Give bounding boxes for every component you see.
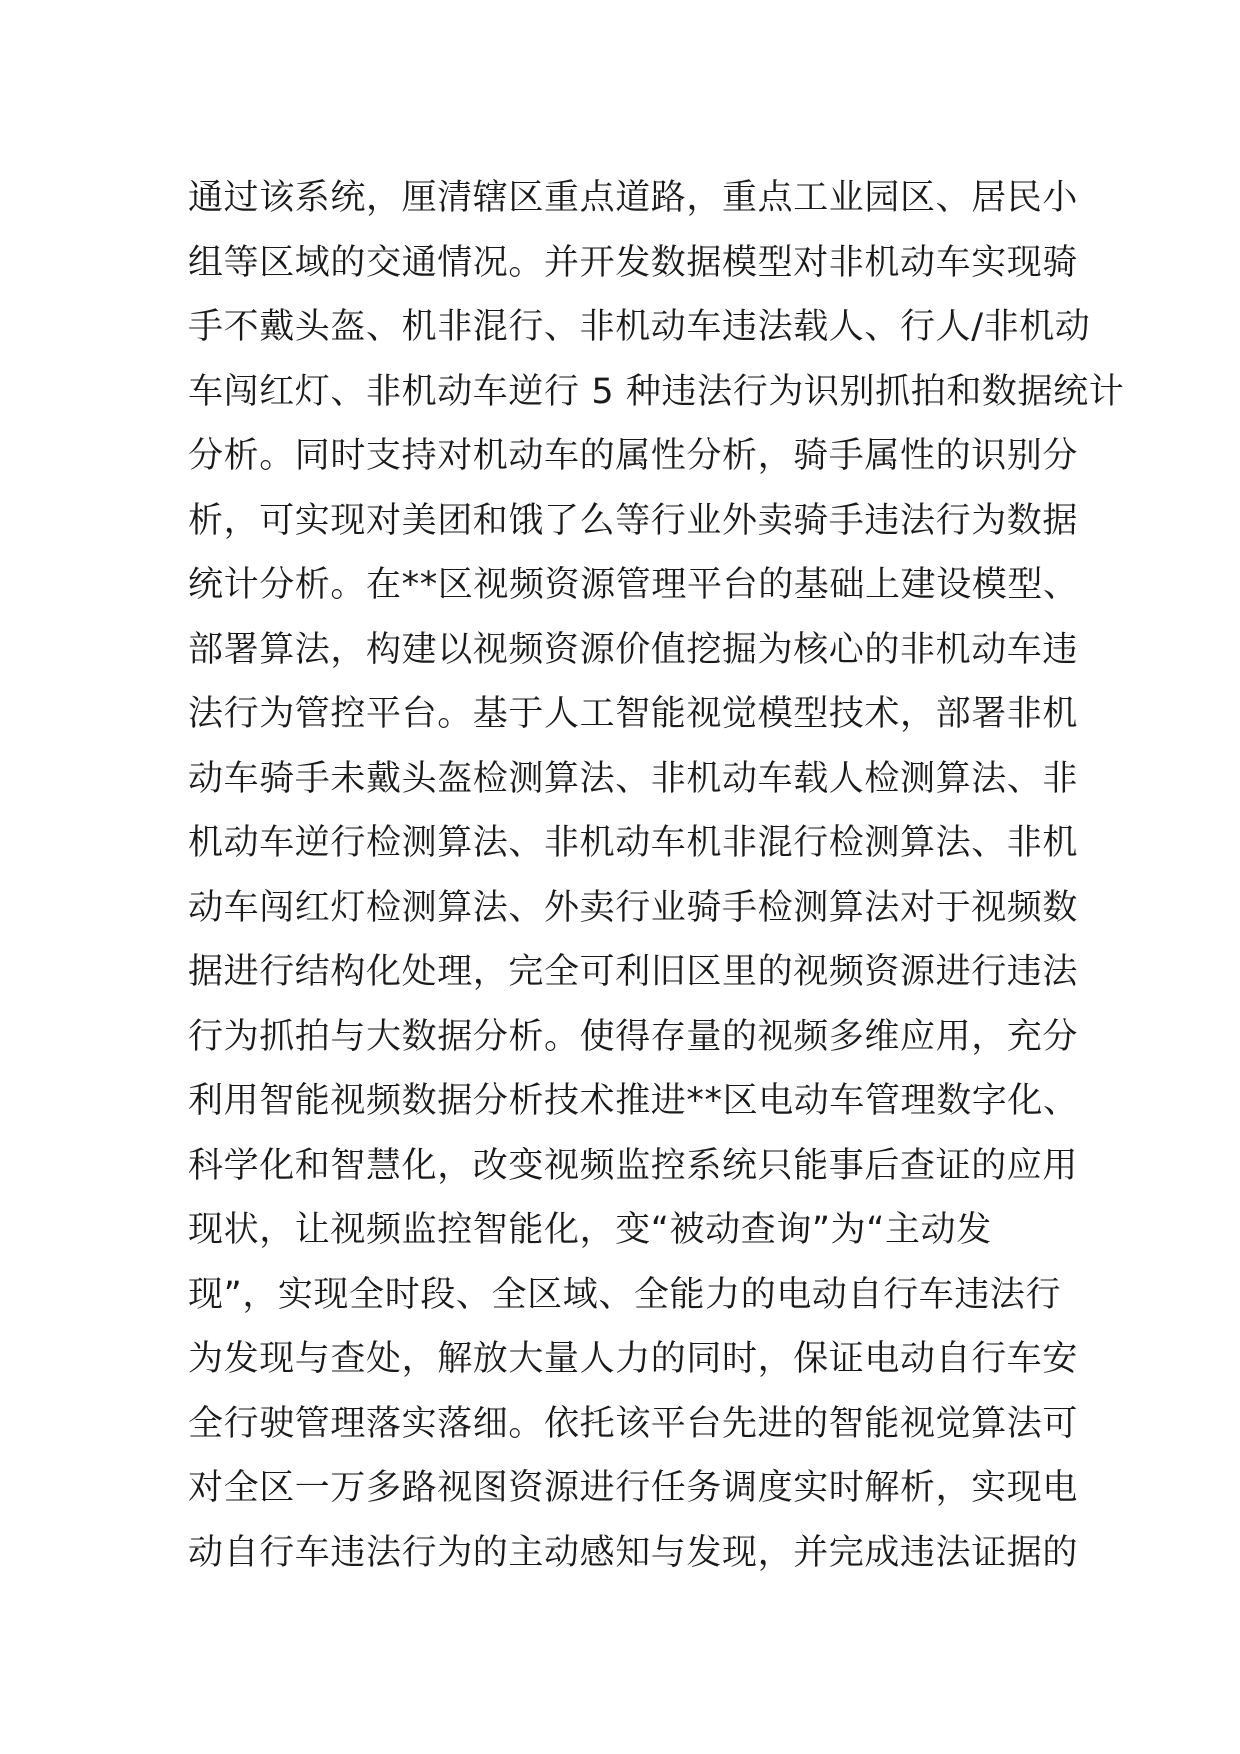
text-line: 析，可实现对美团和饿了么等行业外卖骑手违法行为数据 [188, 500, 1079, 541]
text-line: 统计分析。在**区视频资源管理平台的基础上建设模型、 [188, 565, 1079, 605]
text-line: 为发现与查处，解放大量人力的同时，保证电动自行车安 [188, 1339, 1079, 1379]
text-line: 现”，实现全时段、全区域、全能力的电动自行车违法行 [188, 1274, 1062, 1315]
text-line: 对全区一万多路视图资源进行任务调度实时解析，实现电 [188, 1468, 1079, 1508]
text-line: 科学化和智慧化，改变视频监控系统只能事后查证的应用 [188, 1145, 1079, 1186]
text-line: 法行为管控平台。基于人工智能视觉模型技术，部署非机 [188, 694, 1079, 734]
text-line: 全行驶管理落实落细。依托该平台先进的智能视觉算法可 [188, 1403, 1079, 1444]
text-line: 利用智能视频数据分析技术推进**区电动车管理数字化、 [188, 1081, 1079, 1121]
text-line: 车闯红灯、非机动车逆行 5 种违法行为识别抓拍和数据统计 [188, 371, 1125, 412]
text-line: 机动车逆行检测算法、非机动车机非混行检测算法、非机 [188, 823, 1079, 863]
text-line: 组等区域的交通情况。并开发数据模型对非机动车实现骑 [188, 242, 1079, 283]
text-line: 现状，让视频监控智能化，变“被动查询”为“主动发 [188, 1210, 992, 1250]
text-line: 动车骑手未戴头盔检测算法、非机动车载人检测算法、非 [188, 758, 1079, 799]
text-line: 手不戴头盔、机非混行、非机动车违法载人、行人/非机动 [188, 307, 1091, 347]
text-line: 分析。同时支持对机动车的属性分析，骑手属性的识别分 [188, 436, 1079, 476]
text-line: 行为抓拍与大数据分析。使得存量的视频多维应用，充分 [188, 1016, 1079, 1057]
text-line: 通过该系统，厘清辖区重点道路，重点工业园区、居民小 [188, 178, 1079, 218]
text-line: 动自行车违法行为的主动感知与发现，并完成违法证据的 [188, 1532, 1079, 1573]
text-line: 部署算法，构建以视频资源价值挖掘为核心的非机动车违 [188, 629, 1079, 670]
body-text [188, 166, 1125, 1585]
text-line: 动车闯红灯检测算法、外卖行业骑手检测算法对于视频数 [188, 887, 1079, 928]
text-line: 据进行结构化处理，完全可利旧区里的视频资源进行违法 [188, 952, 1079, 992]
